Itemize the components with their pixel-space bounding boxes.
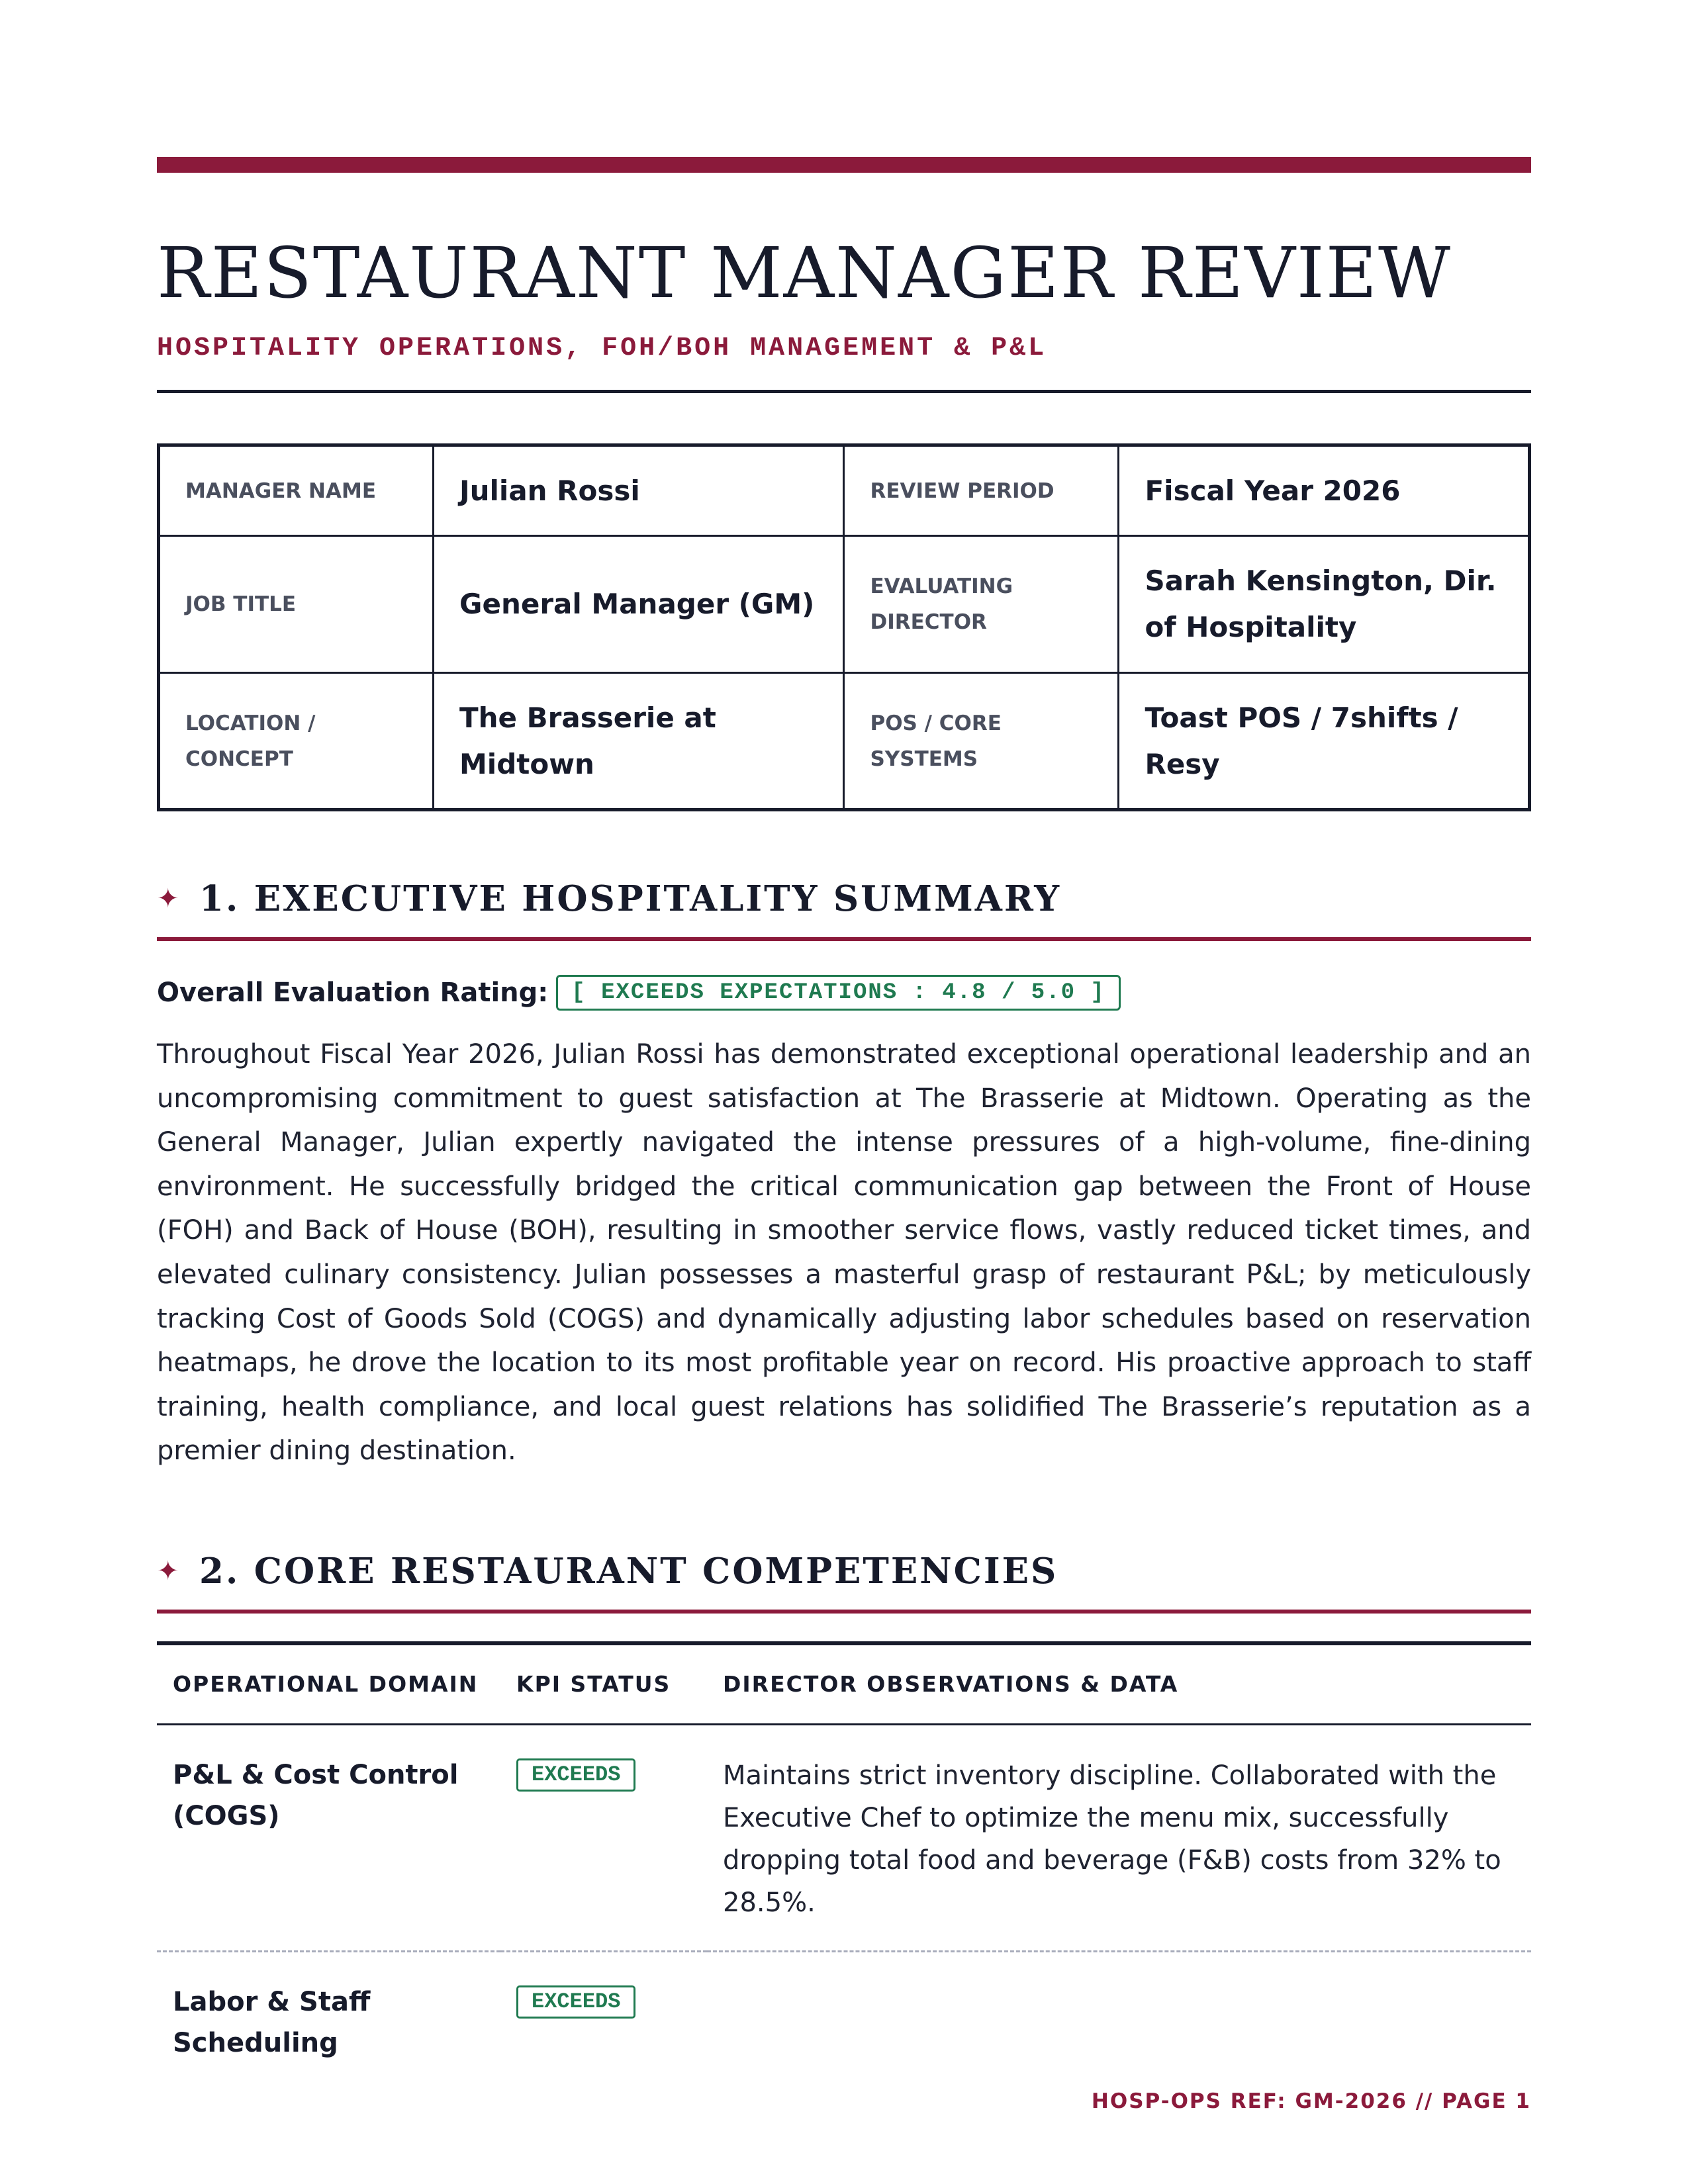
table-row [157, 1951, 1531, 2090]
observations-cell [707, 1951, 1531, 2090]
review-period-value: Fiscal Year 2026 [1145, 474, 1401, 507]
kpi-cell [500, 1951, 707, 2090]
domain-cell [157, 1951, 500, 2090]
column-header-kpi: KPI STATUS [500, 1643, 707, 1725]
info-value-cell [1119, 673, 1530, 810]
info-value-cell [434, 673, 844, 810]
info-value-cell [434, 445, 844, 536]
info-label-cell [844, 536, 1119, 673]
section-1-divider [157, 937, 1531, 941]
column-header-domain: OPERATIONAL DOMAIN [157, 1643, 500, 1725]
domain-cell [157, 1724, 500, 1951]
page-footer-reference: HOSP-OPS REF: GM-2026 // PAGE 1 [1091, 2089, 1531, 2113]
info-row [159, 536, 1530, 673]
executive-summary: Throughout Fiscal Year 2026, Julian Rossi has demonstrated exceptional operational leadership and an uncompromising commitment to guest satisfaction at The Brasserie at Midtown. Operating as the General Manager, Julian expertly navigated the intense pressures of a high-volume, fine-dining environment. He successfully bridged the critical communication gap between the Front of House (FOH) and Back of House (BOH), resulting in smoother service flows, vastly reduced ticket times, and elevated culinary consistency. Julian possesses a masterful grasp of restaurant P&L; by meticulously tracking Cost of Goods Sold (COGS) and dynamically adjusting labor schedules based on reservation heatmaps, he drove the location to its most profitable year on record. His proactive approach to staff training, health compliance, and local guest relations has solidified The Brasserie’s reputation as a premier dining destination. [157, 1039, 1531, 1467]
info-value-cell [434, 536, 844, 673]
review-page [157, 157, 1531, 2090]
top-accent-bar [157, 157, 1531, 173]
info-row [159, 673, 1530, 810]
info-value-cell [1119, 536, 1530, 673]
section-1-header [157, 879, 1531, 919]
rating-badge: [ EXCEEDS EXPECTATIONS : 4.8 / 5.0 ] [556, 975, 1121, 1011]
kpi-cell [500, 1724, 707, 1951]
table-row [157, 1724, 1531, 1951]
sparkle-icon: ✦ [157, 884, 179, 914]
operational-domain: Labor & Staff Scheduling [173, 1986, 371, 2058]
evaluating-director-value: Sarah Kensington, Dir. of Hospitality [1145, 565, 1497, 643]
info-label-cell [159, 536, 434, 673]
manager-name-label: MANAGER NAME [185, 478, 377, 503]
manager-name-value: Julian Rossi [459, 474, 640, 507]
evaluating-director-label: EVALUATING DIRECTOR [870, 574, 1013, 634]
rating-label: Overall Evaluation Rating: [157, 978, 549, 1008]
column-header-observations: DIRECTOR OBSERVATIONS & DATA [707, 1643, 1531, 1725]
job-title-label: JOB TITLE [185, 592, 297, 616]
info-label-cell [159, 673, 434, 810]
info-label-cell [159, 445, 434, 536]
kpi-status-badge: EXCEEDS [516, 1758, 635, 1792]
section-2-header [157, 1551, 1531, 1591]
review-period-label: REVIEW PERIOD [870, 478, 1055, 503]
section-1-title: 1. EXECUTIVE HOSPITALITY SUMMARY [199, 878, 1062, 919]
section-2-title: 2. CORE RESTAURANT COMPETENCIES [199, 1550, 1058, 1592]
location-label: LOCATION / CONCEPT [185, 711, 316, 771]
kpi-status-badge: EXCEEDS [516, 1985, 635, 2019]
location-value: The Brasserie at Midtown [459, 701, 716, 780]
title-divider [157, 390, 1531, 393]
pos-systems-label: POS / CORE SYSTEMS [870, 711, 1002, 771]
section-2-divider [157, 1610, 1531, 1614]
director-observations: Maintains strict inventory discipline. Collaborated with the Executive Chef to optimize the menu mix, successfully dropping total food and beverage (F&B) costs from 32% to 28.5%. [723, 1760, 1501, 1918]
info-label-cell [844, 673, 1119, 810]
manager-info-table [157, 443, 1531, 811]
competencies-table [157, 1641, 1531, 2090]
info-value-cell [1119, 445, 1530, 536]
sparkle-icon: ✦ [157, 1555, 179, 1586]
info-row [159, 445, 1530, 536]
page-title: RESTAURANT MANAGER REVIEW [157, 232, 1452, 314]
job-title-value: General Manager (GM) [459, 588, 815, 620]
page-subtitle: HOSPITALITY OPERATIONS, FOH/BOH MANAGEMENT & P&L [157, 334, 1047, 363]
table-header-row [157, 1643, 1531, 1725]
overall-rating [157, 974, 1531, 1011]
pos-systems-value: Toast POS / 7shifts / Resy [1145, 701, 1458, 780]
observations-cell [707, 1724, 1531, 1951]
info-label-cell [844, 445, 1119, 536]
operational-domain: P&L & Cost Control (COGS) [173, 1759, 459, 1831]
